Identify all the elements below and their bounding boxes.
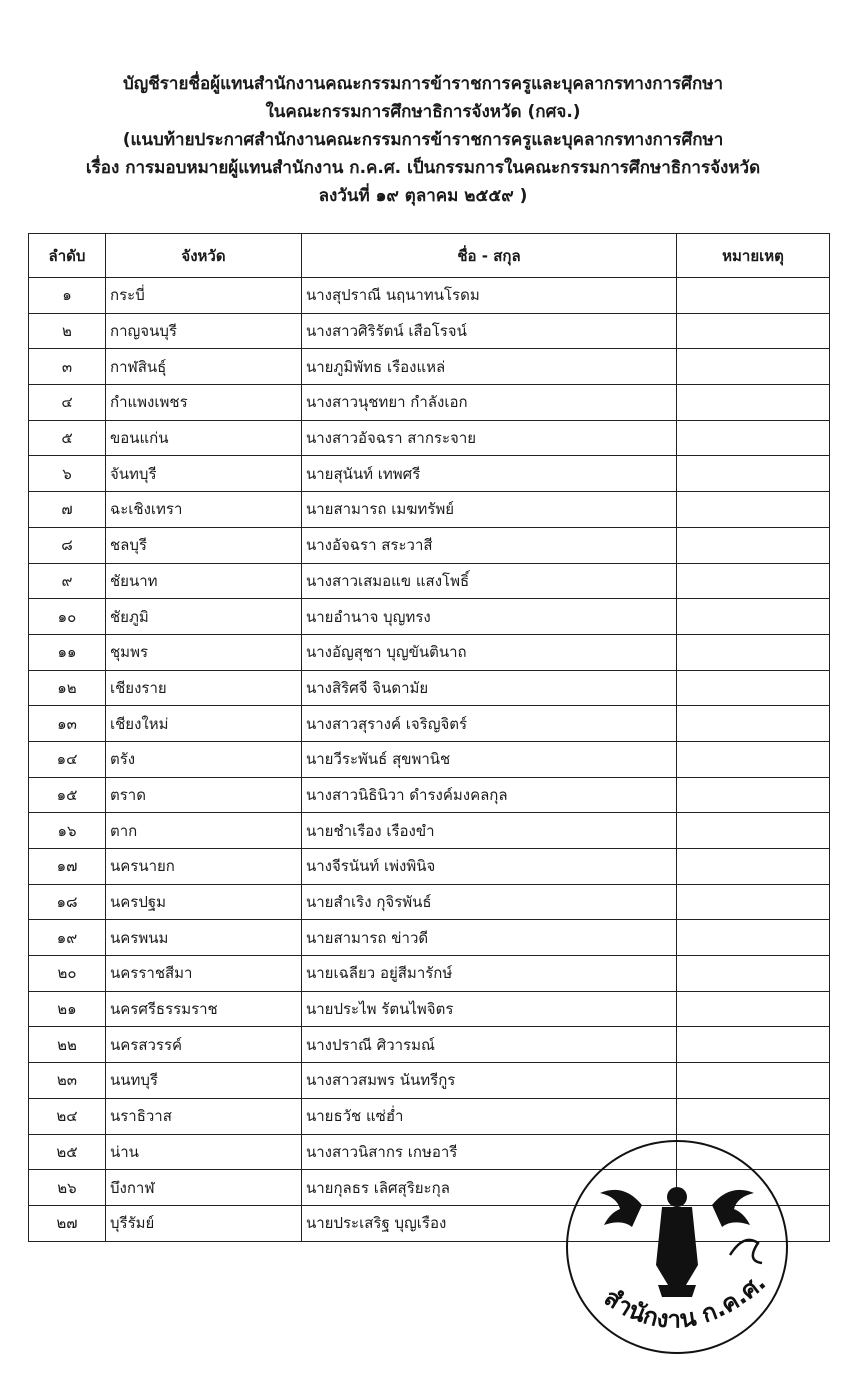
row-province: ขอนแก่น: [106, 420, 302, 456]
table-row: [29, 1027, 830, 1063]
column-header-note: หมายเหตุ: [677, 234, 830, 278]
table-row: [29, 563, 830, 599]
row-name: นายภูมิพัทธ เรืองแหล่: [302, 349, 677, 385]
row-name: นายสามารถ เมฆทรัพย์: [302, 492, 677, 528]
row-province: จันทบุรี: [106, 456, 302, 492]
row-note: [677, 634, 830, 670]
row-name: นายประเสริฐ บุญเรือง: [302, 1205, 677, 1241]
row-name: นางสาวอัจฉรา สากระจาย: [302, 420, 677, 456]
row-province: ชัยภูมิ: [106, 599, 302, 635]
table-row: [29, 1098, 830, 1134]
row-name: นางอัจฉรา สระวาสี: [302, 527, 677, 563]
table-row: [29, 956, 830, 992]
row-name: นายธวัช แซ่ฮ่ำ: [302, 1098, 677, 1134]
row-name: นายเฉลียว อยู่สีมารักษ์: [302, 956, 677, 992]
row-no: ๒๔: [29, 1098, 106, 1134]
row-no: ๑๔: [29, 741, 106, 777]
row-province: นครพนม: [106, 920, 302, 956]
representative-table: [28, 233, 830, 1242]
row-no: ๑๓: [29, 706, 106, 742]
row-no: ๑๘: [29, 884, 106, 920]
row-province: ตรัง: [106, 741, 302, 777]
row-province: เชียงราย: [106, 670, 302, 706]
table-row: [29, 849, 830, 885]
table-row: [29, 420, 830, 456]
row-name: นายกุลธร เลิศสุริยะกุล: [302, 1170, 677, 1206]
row-name: นางสาวนุชทยา กำลังเอก: [302, 385, 677, 421]
table-row: [29, 813, 830, 849]
row-no: ๑๕: [29, 777, 106, 813]
row-province: ตราด: [106, 777, 302, 813]
row-no: ๒๓: [29, 1063, 106, 1099]
row-note: [677, 385, 830, 421]
table-row: [29, 884, 830, 920]
table-row: [29, 599, 830, 635]
row-province: กาญจนบุรี: [106, 313, 302, 349]
row-note: [677, 349, 830, 385]
row-note: [677, 1027, 830, 1063]
row-province: ชุมพร: [106, 634, 302, 670]
table-row: [29, 456, 830, 492]
row-no: ๔: [29, 385, 106, 421]
row-province: กาฬสินธุ์: [106, 349, 302, 385]
row-name: นายสามารถ ข่าวดี: [302, 920, 677, 956]
row-no: ๓: [29, 349, 106, 385]
row-no: ๑: [29, 278, 106, 314]
row-note: [677, 884, 830, 920]
row-no: ๑๒: [29, 670, 106, 706]
row-name: นางสาวศิริรัตน์ เสือโรจน์: [302, 313, 677, 349]
title-line-5: ลงวันที่ ๑๙ ตุลาคม ๒๕๕๙ ): [318, 186, 528, 206]
row-no: ๑๙: [29, 920, 106, 956]
column-header-name: ชื่อ - สกุล: [302, 234, 677, 278]
row-note: [677, 1063, 830, 1099]
title-line-4: เรื่อง การมอบหมายผู้แทนสำนักงาน ก.ค.ศ. เป็นกรรมการในคณะกรรมการศึกษาธิการจังหวัด: [85, 158, 761, 178]
column-header-no: ลำดับ: [29, 234, 106, 278]
row-no: ๕: [29, 420, 106, 456]
row-no: ๒: [29, 313, 106, 349]
row-no: ๑๗: [29, 849, 106, 885]
row-note: [677, 313, 830, 349]
row-province: นราธิวาส: [106, 1098, 302, 1134]
seal-text: สำนักงาน ก.ค.ศ.: [599, 1268, 772, 1334]
title-line-3: (แนบท้ายประกาศสำนักงานคณะกรรมการข้าราชการครูและบุคลากรทางการศึกษา: [122, 130, 724, 150]
table-row: [29, 278, 830, 314]
row-no: ๒๐: [29, 956, 106, 992]
row-province: น่าน: [106, 1134, 302, 1170]
row-note: [677, 1098, 830, 1134]
row-province: บุรีรัมย์: [106, 1205, 302, 1241]
row-no: ๖: [29, 456, 106, 492]
row-name: นางปราณี ศิวารมณ์: [302, 1027, 677, 1063]
table-row: [29, 313, 830, 349]
table-row: [29, 777, 830, 813]
row-name: นางสาวสุรางค์ เจริญจิตร์: [302, 706, 677, 742]
row-note: [677, 456, 830, 492]
table-row: [29, 492, 830, 528]
row-name: นายชำเรือง เรืองขำ: [302, 813, 677, 849]
row-name: นางสาวเสมอแข แสงโพธิ์: [302, 563, 677, 599]
table-header-row: [29, 234, 830, 278]
row-province: กำแพงเพชร: [106, 385, 302, 421]
document-header: [0, 70, 846, 210]
row-name: นางอัญสุชา บุญขันตินาถ: [302, 634, 677, 670]
row-province: ตาก: [106, 813, 302, 849]
row-no: ๒๒: [29, 1027, 106, 1063]
row-note: [677, 527, 830, 563]
row-no: ๒๑: [29, 991, 106, 1027]
row-province: กระบี่: [106, 278, 302, 314]
table-row: [29, 991, 830, 1027]
row-no: ๙: [29, 563, 106, 599]
row-name: นางสุปราณี นฤนาทนโรดม: [302, 278, 677, 314]
table-row: [29, 527, 830, 563]
column-header-province: จังหวัด: [106, 234, 302, 278]
row-province: นครสวรรค์: [106, 1027, 302, 1063]
table-row: [29, 670, 830, 706]
office-seal: [562, 1135, 792, 1360]
title-line-2: ในคณะกรรมการศึกษาธิการจังหวัด (กศจ.): [265, 102, 581, 122]
row-name: นางสาวนิสากร เกษอารี: [302, 1134, 677, 1170]
row-name: นายประไพ รัตนไพจิตร: [302, 991, 677, 1027]
row-name: นางสาวสมพร นันทรีกูร: [302, 1063, 677, 1099]
row-no: ๑๐: [29, 599, 106, 635]
row-province: เชียงใหม่: [106, 706, 302, 742]
row-province: นนทบุรี: [106, 1063, 302, 1099]
row-no: ๘: [29, 527, 106, 563]
row-note: [677, 670, 830, 706]
table-row: [29, 706, 830, 742]
row-name: นายวีระพันธ์ สุขพานิช: [302, 741, 677, 777]
table-row: [29, 634, 830, 670]
row-province: นครศรีธรรมราช: [106, 991, 302, 1027]
row-name: นายอำนาจ บุญทรง: [302, 599, 677, 635]
title-line-1: บัญชีรายชื่อผู้แทนสำนักงานคณะกรรมการข้าราชการครูและบุคลากรทางการศึกษา: [122, 74, 724, 94]
row-note: [677, 777, 830, 813]
row-province: ชลบุรี: [106, 527, 302, 563]
signature: [730, 1240, 762, 1263]
row-note: [677, 991, 830, 1027]
row-note: [677, 492, 830, 528]
row-no: ๒๕: [29, 1134, 106, 1170]
row-name: นางจีรนันท์ เพ่งพินิจ: [302, 849, 677, 885]
table-row: [29, 1063, 830, 1099]
row-note: [677, 599, 830, 635]
row-note: [677, 420, 830, 456]
table-row: [29, 920, 830, 956]
row-province: นครปฐม: [106, 884, 302, 920]
row-note: [677, 849, 830, 885]
row-note: [677, 813, 830, 849]
table-row: [29, 741, 830, 777]
row-province: บึงกาฬ: [106, 1170, 302, 1206]
row-note: [677, 741, 830, 777]
row-province: ชัยนาท: [106, 563, 302, 599]
row-no: ๒๖: [29, 1170, 106, 1206]
row-name: นายสุนันท์ เทพศรี: [302, 456, 677, 492]
row-no: ๒๗: [29, 1205, 106, 1241]
row-note: [677, 278, 830, 314]
row-province: นครนายก: [106, 849, 302, 885]
table-row: [29, 385, 830, 421]
row-name: นายสำเริง กุจิรพันธ์: [302, 884, 677, 920]
row-no: ๑๑: [29, 634, 106, 670]
row-name: นางสิริศจี จินดามัย: [302, 670, 677, 706]
row-no: ๑๖: [29, 813, 106, 849]
garuda-emblem-icon: [600, 1187, 754, 1297]
row-no: ๗: [29, 492, 106, 528]
row-province: ฉะเชิงเทรา: [106, 492, 302, 528]
row-note: [677, 563, 830, 599]
row-name: นางสาวนิธินิวา ดำรงค์มงคลกุล: [302, 777, 677, 813]
table-row: [29, 349, 830, 385]
row-note: [677, 956, 830, 992]
row-province: นครราชสีมา: [106, 956, 302, 992]
row-note: [677, 920, 830, 956]
row-note: [677, 706, 830, 742]
